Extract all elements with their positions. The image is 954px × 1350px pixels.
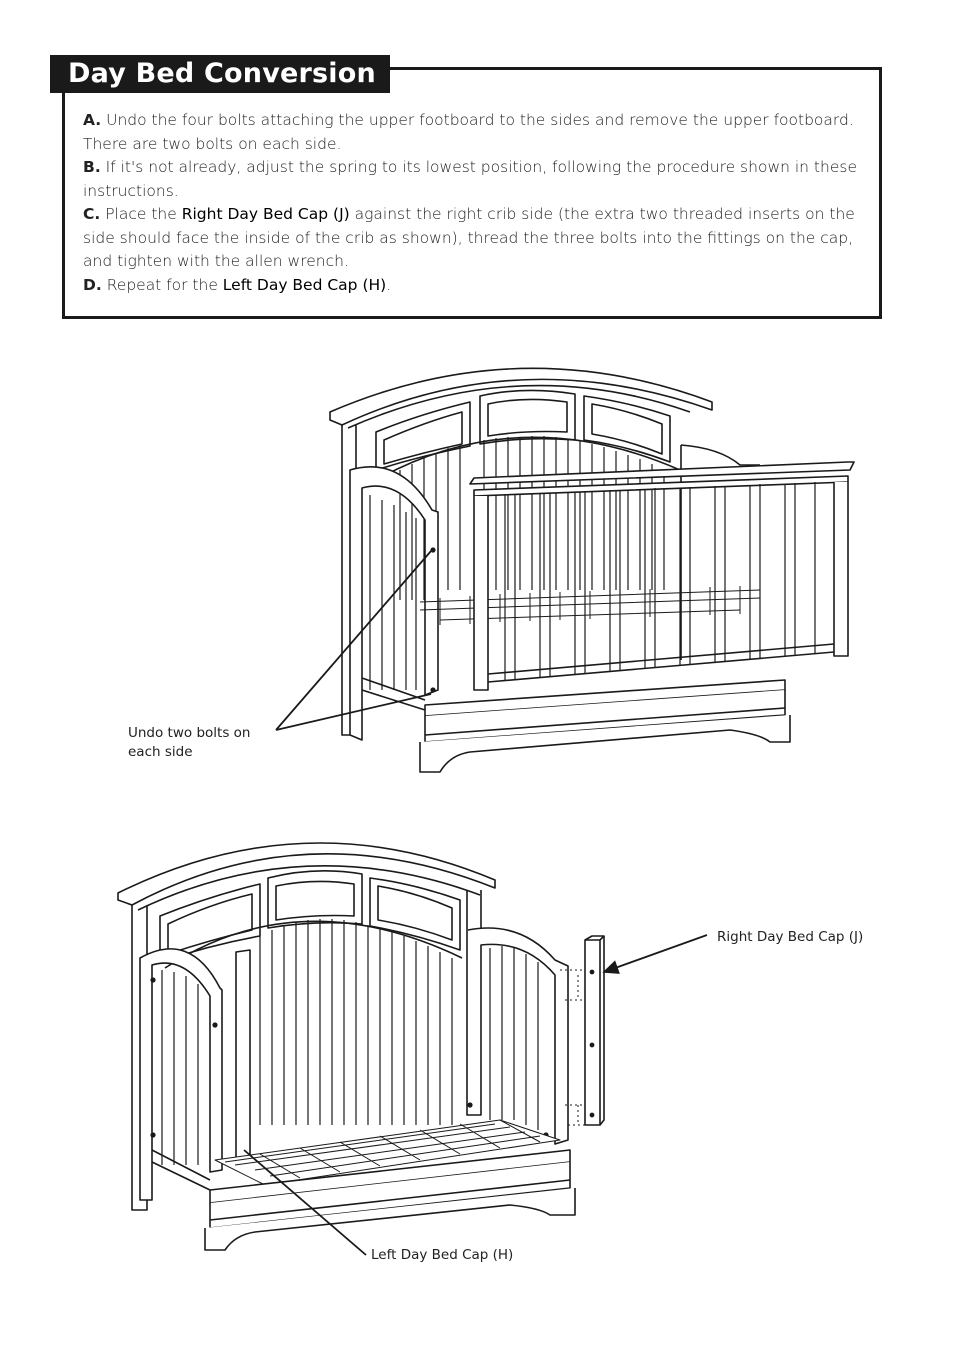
caption-undo-bolts [128, 724, 250, 762]
step-text: Undo the four bolts attaching the upper footboard to the sides and remove the upper footboard. There are two bolts on each side. [83, 111, 854, 153]
part-name: Right Day Bed Cap (J) [181, 205, 350, 223]
day-bed-drawing [118, 843, 604, 1250]
step-text: Place the [105, 205, 182, 223]
caption-line: Undo two bolts on [128, 725, 251, 741]
caption-left-cap: Left Day Bed Cap (H) [371, 1247, 514, 1263]
step-text: Repeat for the [106, 275, 223, 294]
step-text: against the right crib side (the extra two threaded inserts on the side should face the inside of the crib as shown), thread the three bolts into the fittings on the cap, and tighten with the allen wrench. [83, 205, 855, 270]
step-text: . [386, 275, 392, 294]
part-name: Left Day Bed Cap (H) [222, 275, 387, 294]
caption-line: each side [128, 744, 193, 760]
step-letter: D. [83, 275, 102, 294]
step-letter: A. [83, 111, 102, 129]
caption-right-cap: Right Day Bed Cap (J) [717, 929, 864, 945]
step-letter: B. [83, 158, 101, 176]
step-text: If it's not already, adjust the spring to its lowest position, following the procedure shown in these instructions. [83, 158, 857, 200]
page-title: Day Bed Conversion [50, 55, 390, 93]
step-letter: C. [83, 205, 101, 223]
crib-with-footboard-drawing [330, 368, 854, 772]
